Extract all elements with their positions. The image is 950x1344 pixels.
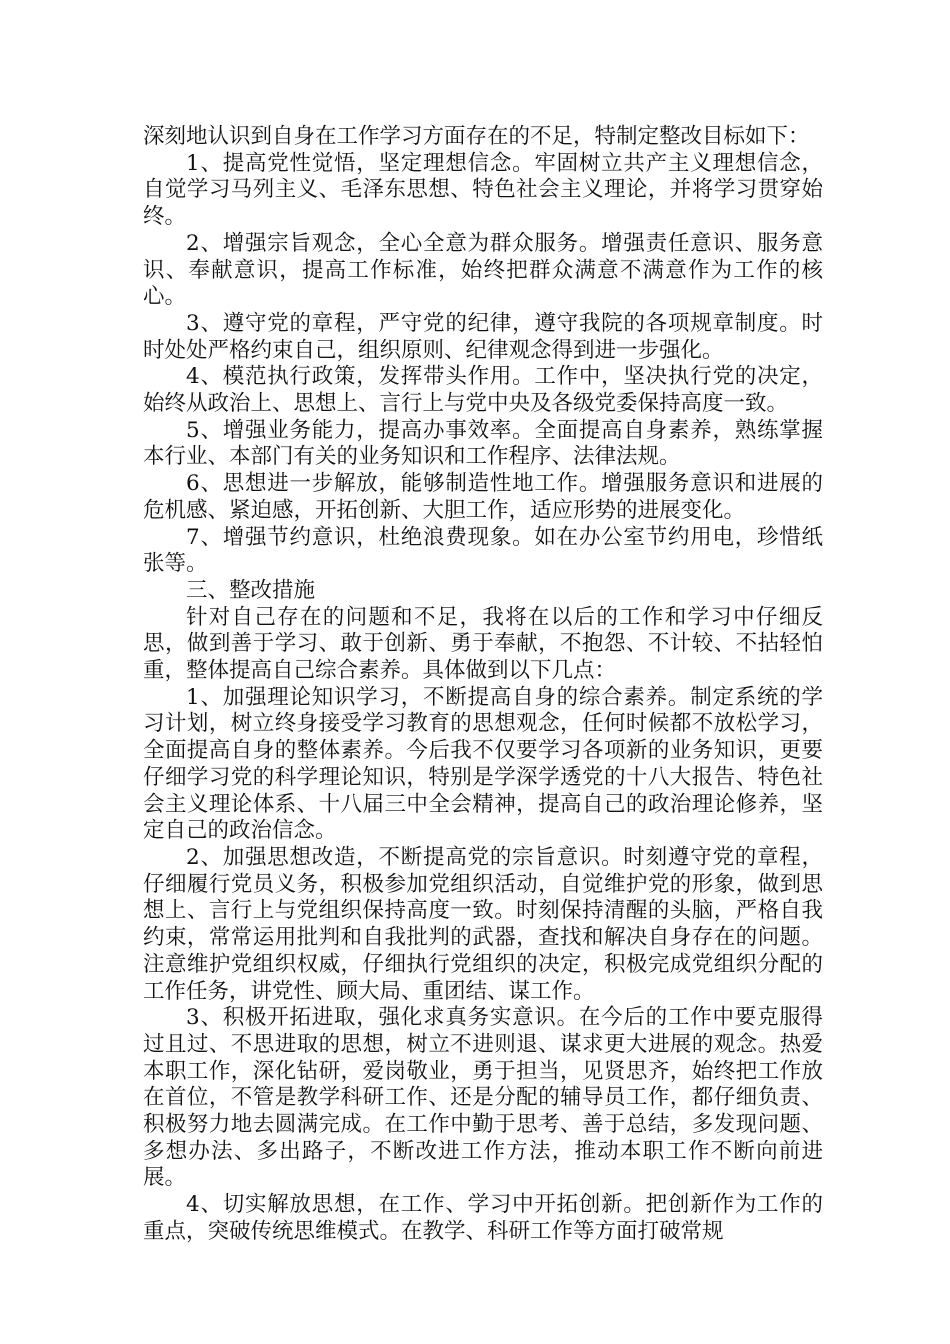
paragraph-measure-3: 3、积极开拓进取，强化求真务实意识。在今后的工作中要克服得过且过、不思进取的思想，树立不进则退、谋求更大进展的观念。热爱本职工作，深化钻研，爱岗敬业，勇于担当，见贤思齐，始终把工作放在首位，不管是教学科研工作、还是分配的辅导员工作，都仔细负责、积极努力地去圆满完成。在工作中勤于思考、善于总结，多发现问题、多想办法、多出路子，不断改进工作方法，推动本职工作不断向前进展。 (143, 1005, 823, 1191)
paragraph-intro: 深刻地认识到自身在工作学习方面存在的不足，特制定整改目标如下： (143, 124, 810, 149)
section-heading-measures: 三、整改措施 (186, 577, 316, 603)
document-body (143, 124, 823, 1246)
paragraph-measures-intro: 针对自己存在的问题和不足，我将在以后的工作和学习中仔细反思，做到善于学习、敢于创新、勇于奉献，不抱怨、不计较、不拈轻怕重，整体提高自己综合素养。具体做到以下几点： (143, 604, 823, 684)
paragraph-goal-2: 2、增强宗旨观念，全心全意为群众服务。增强责任意识、服务意识、奉献意识，提高工作标准，始终把群众满意不满意作为工作的核心。 (143, 230, 823, 310)
paragraph-goal-1: 1、提高党性觉悟，坚定理想信念。牢固树立共产主义理想信念，自觉学习马列主义、毛泽东思想、特色社会主义理论，并将学习贯穿始终。 (143, 150, 823, 230)
paragraph-measure-4: 4、切实解放思想，在工作、学习中开拓创新。把创新作为工作的重点，突破传统思维模式。在教学、科研工作等方面打破常规 (143, 1192, 823, 1244)
paragraph-goal-7: 7、增强节约意识，杜绝浪费现象。如在办公室节约用电，珍惜纸张等。 (143, 524, 823, 577)
paragraph-goal-4: 4、模范执行政策，发挥带头作用。工作中，坚决执行党的决定，始终从政治上、思想上、言行上与党中央及各级党委保持高度一致。 (143, 364, 823, 417)
paragraph-measure-1: 1、加强理论知识学习，不断提高自身的综合素养。制定系统的学习计划，树立终身接受学习教育的思想观念，任何时候都不放松学习，全面提高自身的整体素养。今后我不仅要学习各项新的业务知识，更要仔细学习党的科学理论知识，特别是学深学透党的十八大报告、特色社会主义理论体系、十八届三中全会精神，提高自己的政治理论修养，坚定自己的政治信念。 (143, 684, 823, 844)
paragraph-goal-3: 3、遵守党的章程，严守党的纪律，遵守我院的各项规章制度。时时处处严格约束自己，组织原则、纪律观念得到进一步强化。 (143, 310, 823, 363)
paragraph-measure-2: 2、加强思想改造，不断提高党的宗旨意识。时刻遵守党的章程，仔细履行党员义务，积极参加党组织活动，自觉维护党的形象，做到思想上、言行上与党组织保持高度一致。时刻保持清醒的头脑，严格自我约束，常常运用批判和自我批判的武器，查找和解决自身存在的问题。注意维护党组织权威，仔细执行党组织的决定，积极完成党组织分配的工作任务，讲党性、顾大局、重团结、谋工作。 (143, 844, 823, 1004)
paragraph-goal-6: 6、思想进一步解放，能够制造性地工作。增强服务意识和进展的危机感、紧迫感，开拓创新、大胆工作，适应形势的进展变化。 (143, 471, 823, 523)
paragraph-goal-5: 5、增强业务能力，提高办事效率。全面提高自身素养，熟练掌握本行业、本部门有关的业务知识和工作程序、法律法规。 (143, 417, 823, 470)
